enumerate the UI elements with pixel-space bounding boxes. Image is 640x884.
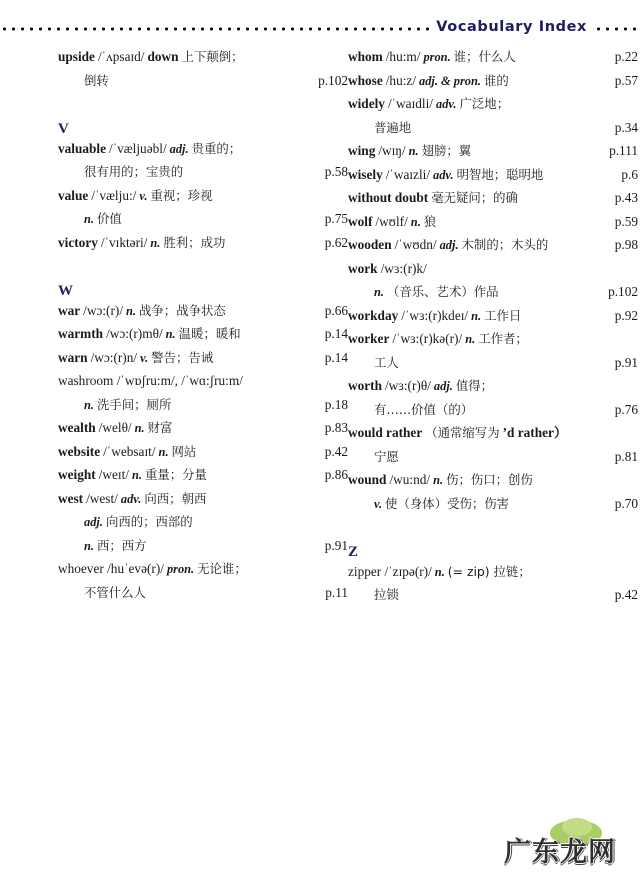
entry-part-hw: wealth (58, 420, 96, 435)
section-spacer (348, 520, 638, 531)
entry-line (348, 588, 638, 612)
index-entry (58, 445, 348, 469)
entry-part-cn: 重视；珍视 (150, 187, 213, 203)
entry-part-ipa: /ˈwaɪdli/ (387, 96, 433, 111)
entry-line (58, 74, 348, 98)
entry-part-cn: 价值 (97, 211, 122, 226)
entry-part-ipa: /ˈvɪktəri/ (100, 234, 148, 250)
page-reference: p.91 (614, 354, 638, 370)
entry-part-hw: warmth (58, 326, 104, 341)
index-columns (0, 50, 640, 612)
entry-part-hw: worth (348, 378, 382, 393)
entry-line (58, 492, 348, 516)
entry-part-ipa: /wɔ:(r)n/ (90, 349, 138, 365)
entry-part-ipa: /ˈwaɪzli/ (385, 166, 431, 182)
entry-text (348, 588, 399, 601)
page-reference: p.22 (614, 49, 638, 64)
entry-part-pos: v. (139, 188, 148, 203)
index-entry (58, 468, 348, 492)
entry-line (348, 97, 638, 121)
entry-part-pos: adv. (120, 491, 142, 506)
index-entry (348, 191, 638, 215)
entry-part-cn: （音乐、艺术）作品 (387, 284, 499, 299)
entry-line (348, 356, 638, 380)
entry-part-cn: 不管什么人 (84, 584, 146, 600)
entry-part-cn: 谁的 (484, 72, 509, 88)
entry-text (348, 191, 518, 204)
entry-part-ipa: /ˈvæljuəbl/ (109, 140, 167, 156)
entry-text (58, 212, 122, 225)
entry-part-hw: west (58, 490, 84, 506)
entry-text (58, 236, 225, 249)
entry-part-pos: n. (433, 473, 444, 487)
entry-part-cn: 伤；伤口；创伤 (446, 472, 533, 487)
entry-part-pos: n. (434, 564, 445, 579)
entry-text (348, 332, 528, 345)
index-entry (348, 565, 638, 612)
entry-line (58, 212, 348, 236)
entry-part-hw: website (58, 443, 101, 459)
entry-part-pos: adj. (439, 238, 459, 252)
entry-text (348, 262, 427, 275)
entry-part-pos: n. (471, 308, 482, 323)
entry-part-pos: adj. & pron. (419, 73, 481, 88)
entry-part-cn: 工作者； (478, 331, 528, 346)
page-reference: p.14 (324, 349, 348, 365)
entry-text (58, 74, 109, 87)
section-spacer (58, 259, 348, 270)
entry-line (348, 215, 638, 239)
entry-line (348, 497, 638, 521)
entry-part-pos: n. (374, 285, 384, 299)
entry-text (348, 238, 548, 251)
entry-part-ipa: /wɜ:(r)θ/ (384, 378, 431, 393)
entry-part-cn: 狼 (423, 213, 437, 229)
index-entry (58, 327, 348, 351)
index-entry (348, 50, 638, 74)
index-entry (348, 97, 638, 144)
entry-text (58, 304, 226, 317)
dotted-rule-left (0, 27, 429, 31)
entry-part-cn: 温暖；暖和 (178, 326, 241, 341)
entry-line (58, 398, 348, 422)
entry-text (58, 515, 193, 528)
page-reference: p.66 (324, 302, 348, 318)
entry-line (348, 285, 638, 309)
index-entry (348, 473, 638, 520)
page-reference: p.91 (324, 537, 348, 553)
entry-line (348, 144, 638, 168)
entry-part-cn: (= zip) 拉链； (447, 563, 531, 579)
page-header (0, 14, 640, 40)
entry-line (348, 262, 638, 286)
entry-text (58, 586, 146, 599)
entry-part-hw: down (147, 49, 179, 64)
entry-part-cn: 有……价值（的） (374, 401, 474, 417)
entry-part-cn: （通常缩写为 (425, 425, 500, 440)
entry-text (58, 165, 183, 178)
page-title: Vocabulary Index (436, 19, 587, 35)
entry-text (58, 421, 172, 434)
entry-part-hw: wing (348, 143, 376, 158)
entry-line (348, 168, 638, 192)
index-entry (348, 74, 638, 98)
entry-part-hw: worker (348, 331, 390, 346)
watermark-text: 广东龙网 (504, 837, 616, 868)
entry-part-hw: warn (58, 349, 88, 365)
entry-part-cn: 谁；什么人 (453, 49, 516, 64)
entry-part-pos: adj. (84, 515, 103, 529)
page-reference: p.76 (614, 401, 638, 417)
entry-text (58, 142, 241, 155)
entry-part-pos: n. (84, 397, 94, 412)
entry-text (348, 50, 516, 63)
index-entry (348, 238, 638, 262)
entry-line (58, 236, 348, 260)
entry-part-cn: 重量；分量 (144, 467, 207, 482)
entry-part-hw: wolf (348, 213, 373, 229)
entry-line (58, 562, 348, 586)
entry-part-pos: adv. (436, 97, 457, 111)
section-spacer (58, 97, 348, 108)
entry-part-hw: wooden (348, 237, 392, 252)
entry-part-ipa: /welθ/ (98, 420, 132, 435)
entry-part-cn: 网站 (171, 443, 197, 459)
entry-text (348, 215, 436, 228)
entry-line (58, 421, 348, 445)
entry-part-ipa: /hu:m/ (385, 49, 421, 64)
entry-part-ipa: /ˈwɜ:(r)kə(r)/ (392, 331, 463, 346)
entry-line (348, 379, 638, 403)
page-reference: p.86 (324, 467, 348, 482)
entry-part-pos: n. (126, 303, 137, 318)
entry-text (348, 97, 509, 110)
entry-part-hw: without doubt (348, 190, 429, 205)
entry-part-hw: widely (348, 96, 385, 111)
entry-line (348, 403, 638, 427)
index-entry (348, 168, 638, 192)
entry-part-pos: n. (134, 421, 145, 435)
page-reference: p.43 (614, 190, 638, 205)
entry-part-hw: value (58, 187, 89, 203)
entry-line (348, 238, 638, 262)
entry-part-ipa: zipper /ˈzɪpə(r)/ (348, 563, 432, 579)
index-entry (58, 50, 348, 97)
entry-part-cn: 翅膀；翼 (421, 143, 472, 158)
entry-line (58, 515, 348, 539)
entry-part-cn: 财富 (147, 420, 173, 435)
entry-line (58, 142, 348, 166)
entry-part-cn: 广泛地； (459, 96, 510, 111)
page-reference: p.98 (614, 237, 638, 252)
entry-text (348, 121, 411, 134)
entry-part-cn: 木制的；木头的 (461, 237, 549, 252)
entry-text (348, 309, 521, 322)
entry-part-cn: 向西；朝西 (144, 490, 207, 506)
entry-part-hw: ’d rather） (502, 425, 568, 440)
page-reference: p.14 (324, 326, 348, 341)
entry-text (58, 539, 147, 552)
left-column (58, 50, 348, 612)
entry-part-pos: n. (131, 468, 142, 482)
entry-line (58, 189, 348, 213)
entry-part-ipa: /wu:nd/ (389, 472, 431, 487)
entry-part-pos: n. (410, 214, 421, 229)
entry-part-ipa: /wɔ:(r)mθ/ (106, 326, 163, 341)
entry-part-cn: 毫无疑问；的确 (431, 190, 518, 205)
entry-text (348, 497, 509, 510)
entry-line (58, 374, 348, 398)
entry-part-hw: upside (58, 49, 95, 64)
entry-part-hw: work (348, 260, 378, 276)
entry-part-pos: n. (150, 235, 161, 250)
entry-line (348, 473, 638, 497)
index-entry (348, 215, 638, 239)
entry-part-cn: 西；西方 (97, 537, 147, 553)
entry-part-hw: war (58, 302, 81, 318)
entry-text (58, 562, 247, 575)
entry-part-ipa: whoever /huˈevə(r)/ (58, 561, 164, 576)
entry-part-cn: 警告；告诫 (151, 349, 214, 365)
entry-part-hw: valuable (58, 140, 107, 156)
entry-text (58, 374, 243, 387)
entry-part-cn: 洗手间；厕所 (97, 396, 172, 412)
entry-part-pos: v. (140, 350, 149, 365)
entry-part-pos: n. (84, 538, 94, 553)
index-entry (348, 262, 638, 309)
entry-part-cn: 值得； (455, 378, 494, 393)
entry-part-cn: 倒转 (84, 72, 109, 88)
entry-part-pos: n. (465, 332, 476, 346)
entry-line (58, 327, 348, 351)
dotted-rule-right (594, 27, 640, 31)
entry-line (348, 121, 638, 145)
entry-part-cn: 战争；战争状态 (139, 302, 226, 318)
entry-line (348, 50, 638, 74)
entry-text (348, 356, 399, 369)
entry-part-pos: v. (374, 496, 383, 511)
entry-line (348, 74, 638, 98)
entry-text (58, 468, 207, 481)
entry-part-pos: n. (165, 327, 176, 341)
entry-line (58, 165, 348, 189)
entry-part-hw: victory (58, 234, 98, 250)
entry-part-pos: adj. (433, 379, 453, 393)
entry-text (348, 168, 543, 181)
entry-text (348, 426, 567, 439)
page-reference: p.6 (621, 166, 638, 182)
page-reference: p.102 (608, 284, 638, 299)
entry-text (58, 327, 241, 340)
index-entry (58, 304, 348, 328)
page-reference: p.92 (614, 307, 638, 323)
section-letter-w: W (58, 283, 73, 299)
page-reference: p.57 (614, 72, 638, 88)
entry-part-cn: 普遍地 (374, 119, 412, 135)
entry-text (348, 450, 399, 463)
entry-line (348, 426, 638, 450)
entry-part-cn: 宁愿 (374, 448, 399, 464)
page-reference: p.102 (318, 72, 348, 88)
entry-part-ipa: /ˈʌpsaɪd/ (97, 49, 145, 64)
entry-part-cn: 工人 (374, 354, 399, 370)
page-reference: p.59 (614, 213, 638, 229)
entry-part-pos: pron. (166, 562, 195, 576)
entry-part-cn: 使（身体）受伤；伤害 (385, 495, 510, 511)
entry-part-cn: 明智地；聪明地 (456, 166, 544, 182)
entry-part-cn: 上下颠倒； (181, 49, 244, 64)
right-column (348, 50, 638, 612)
index-entry (58, 562, 348, 609)
entry-text (348, 473, 533, 486)
index-entry (348, 309, 638, 333)
index-entry (348, 144, 638, 168)
entry-part-ipa: /ˈwɜ:(r)kdeɪ/ (401, 307, 469, 323)
page-reference: p.81 (614, 448, 638, 464)
entry-line (58, 304, 348, 328)
entry-part-ipa: washroom /ˈwɒʃru:m/, /ˈwɑ:ʃru:m/ (58, 373, 243, 388)
entry-part-hw: workday (348, 307, 399, 323)
entry-part-pos: adj. (169, 141, 189, 156)
entry-part-pos: n. (158, 444, 169, 459)
index-entry (348, 332, 638, 379)
entry-text (348, 565, 531, 578)
index-entry (348, 379, 638, 426)
entry-part-ipa: /ˈwʊdn/ (394, 237, 437, 252)
page-reference: p.42 (324, 443, 348, 459)
entry-part-hw: whose (348, 72, 383, 88)
entry-part-cn: 拉锁 (374, 587, 399, 602)
entry-part-hw: weight (58, 467, 96, 482)
page-reference: p.111 (609, 143, 638, 158)
page-reference: p.70 (614, 495, 638, 511)
index-entry (58, 189, 348, 236)
entry-part-ipa: /wɪŋ/ (378, 143, 406, 158)
entry-part-ipa: /ˈwebsaɪt/ (103, 443, 156, 459)
entry-line (348, 191, 638, 215)
index-entry (58, 421, 348, 445)
entry-text (348, 379, 493, 392)
entry-line (58, 351, 348, 375)
entry-text (58, 50, 244, 63)
entry-line (58, 468, 348, 492)
page-reference: p.75 (324, 211, 348, 226)
index-entry (58, 492, 348, 563)
entry-part-ipa: /ˈvælju:/ (91, 187, 137, 203)
entry-line (58, 445, 348, 469)
entry-part-pos: n. (408, 144, 419, 158)
section-letter-v: V (58, 121, 69, 137)
entry-part-hw: would rather (348, 425, 423, 440)
page-reference: p.18 (324, 396, 348, 412)
page-reference: p.11 (325, 584, 348, 600)
entry-part-hw: whom (348, 49, 383, 64)
page-reference: p.62 (324, 234, 348, 250)
entry-text (348, 144, 471, 157)
entry-part-ipa: /wʊlf/ (375, 213, 408, 229)
entry-part-hw: wound (348, 472, 387, 487)
entry-part-ipa: /hu:z/ (385, 72, 417, 88)
entry-part-hw: wisely (348, 166, 383, 182)
index-entry (58, 351, 348, 375)
index-entry (58, 374, 348, 421)
entry-part-cn: 向西的；西部的 (105, 514, 193, 529)
entry-text (58, 351, 213, 364)
entry-part-ipa: /weɪt/ (98, 467, 129, 482)
entry-line (348, 450, 638, 474)
entry-text (348, 74, 509, 87)
index-entry (58, 236, 348, 260)
entry-text (58, 398, 171, 411)
entry-text (348, 285, 499, 298)
index-entry (348, 426, 638, 473)
entry-part-pos: n. (84, 212, 94, 226)
entry-part-ipa: /wɜ:(r)k/ (380, 260, 427, 276)
entry-part-ipa: /wɔ:(r)/ (83, 302, 124, 318)
page-reference: p.83 (324, 420, 348, 435)
entry-part-pos: adv. (433, 167, 454, 182)
entry-text (58, 492, 206, 505)
page-reference: p.42 (614, 587, 638, 602)
entry-part-cn: 工作日 (484, 307, 522, 323)
entry-part-cn: 很有用的；宝贵的 (84, 164, 184, 179)
entry-line (58, 586, 348, 610)
entry-part-cn: 无论谁； (197, 561, 247, 576)
entry-text (348, 403, 473, 416)
page-reference: p.34 (614, 119, 638, 135)
entry-line (348, 332, 638, 356)
entry-line (348, 565, 638, 589)
entry-text (58, 189, 212, 202)
watermark-logo (502, 818, 628, 870)
entry-part-pos: pron. (423, 50, 451, 64)
entry-line (58, 539, 348, 563)
entry-text (58, 445, 196, 458)
index-entry (58, 142, 348, 189)
entry-line (58, 50, 348, 74)
entry-part-ipa: /west/ (86, 490, 118, 506)
page-reference: p.58 (324, 164, 348, 179)
entry-line (348, 309, 638, 333)
entry-part-cn: 贵重的； (191, 140, 242, 156)
section-letter-z: Z (348, 544, 359, 560)
entry-part-cn: 胜利；成功 (163, 234, 226, 250)
